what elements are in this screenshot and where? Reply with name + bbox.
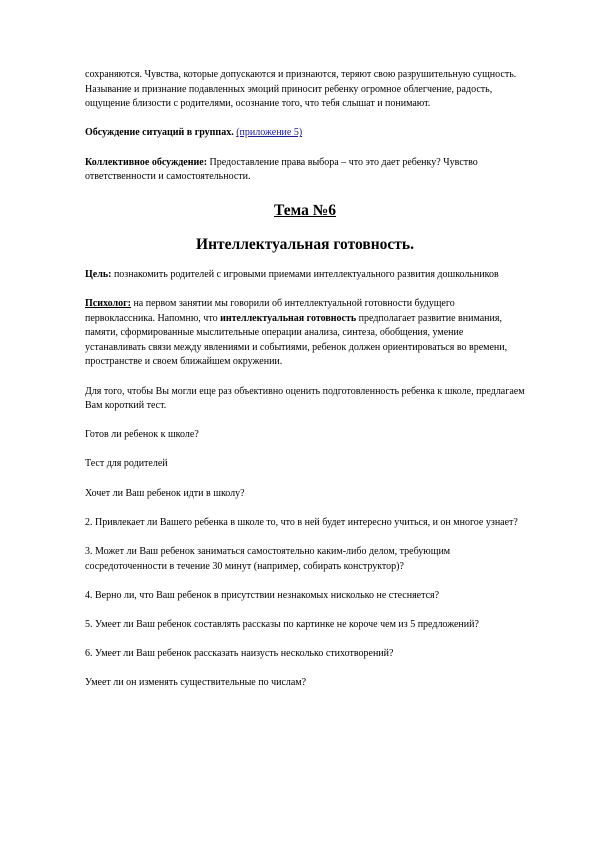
question-item: Хочет ли Ваш ребенок идти в школу? <box>85 487 245 499</box>
document-content <box>85 68 525 691</box>
collective-text: Предоставление права выбора – что это дает ребенку? Чувство ответственности и самостоятельности. <box>85 156 478 183</box>
collective-label: Коллективное обсуждение: <box>85 156 208 168</box>
question-item: 5. Умеет ли Ваш ребенок составлять рассказы по картинке не короче чем из 5 предложений? <box>85 619 479 630</box>
psychologist-text-2: предполагает развитие внимания, памяти, сформированные мыслительные операции анализа, синтеза, обобщения, умение устанавливать связи между явлениями и событиями, ребенок должен ориентироваться во времени, пространстве и своем ближайшем окружении. <box>85 312 508 368</box>
question-item: Умеет ли он изменять существительные по числам? <box>85 677 307 689</box>
topic-title: Тема №6 <box>273 201 337 219</box>
collective-paragraph <box>85 156 525 185</box>
question-item: 3. Может ли Ваш ребенок заниматься самостоятельно каким-либо делом, требующим сосредоточенности в течение 30 минут (например, собирать конструктор)? <box>85 546 451 572</box>
appendix-link[interactable]: (приложение 5) <box>236 127 303 139</box>
psychologist-paragraph <box>85 297 525 370</box>
question-item: 4. Верно ли, что Ваш ребенок в присутствии незнакомых нисколько не стесняется? <box>85 589 440 601</box>
discussion-paragraph <box>85 126 525 141</box>
goal-paragraph <box>85 268 525 283</box>
psychologist-text-1: на первом занятии мы говорили об интеллектуальной готовности будущего первоклассника. Напомню, что <box>85 297 455 324</box>
psychologist-bold-term: интеллектуальная готовность <box>220 312 357 324</box>
discussion-label: Обсуждение ситуаций в группах. <box>85 127 234 139</box>
question-title: Готов ли ребенок к школе? <box>85 429 199 441</box>
question-item: 6. Умеет ли Ваш ребенок рассказать наизусть несколько стихотворений? <box>85 648 394 660</box>
psychologist-label: Психолог: <box>85 297 131 309</box>
intro-paragraph: сохраняются. Чувства, которые допускаются и признаются, теряют свою разрушительную сущность. Называние и признание подавленных эмоций приносит ребенку огромное облегчение, радость, ощущение близости с родителями, осознание того, что тебя слышат и понимают. <box>85 69 517 110</box>
test-title: Тест для родителей <box>85 458 168 470</box>
topic-subtitle: Интеллектуальная готовность. <box>196 235 414 253</box>
question-item: 2. Привлекает ли Вашего ребенка в школе то, что в ней будет интересно учиться, и он многое узнает? <box>85 516 518 528</box>
test-intro: Для того, чтобы Вы могли еще раз объективно оценить подготовленность ребенка к школе, предлагаем Вам короткий тест. <box>85 385 525 412</box>
goal-label: Цель: <box>85 268 112 280</box>
goal-text: познакомить родителей с игровыми приемами интеллектуального развития дошкольников <box>111 268 499 280</box>
